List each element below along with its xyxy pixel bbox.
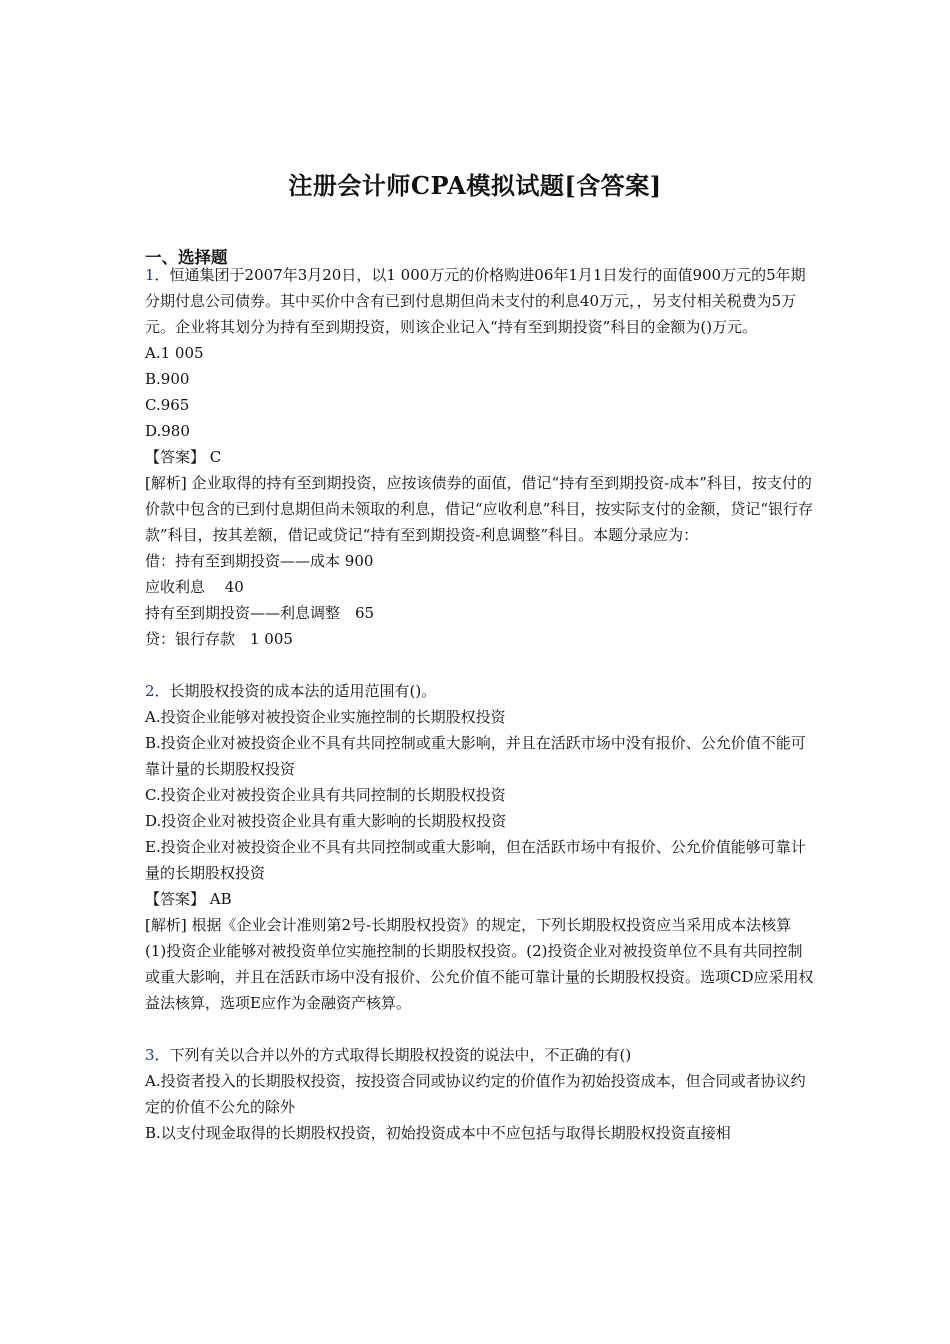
question-2-option-a: A.投资企业能够对被投资企业实施控制的长期股权投资: [145, 708, 506, 726]
question-number: 3: [145, 1046, 155, 1064]
journal-entry-line: 借：持有至到期投资——成本 900: [145, 552, 374, 570]
question-2-option-e: E.投资企业对被投资企业不具有共同控制或重大影响，但在活跃市场中有报价、公允价值能够可靠计量的长期股权投资: [145, 838, 806, 882]
question-2-stem: 2．长期股权投资的成本法的适用范围有()。: [145, 682, 437, 700]
question-number: 2: [145, 682, 155, 700]
question-3-option-b: B.以支付现金取得的长期股权投资，初始投资成本中不应包括与取得长期股权投资直接相: [145, 1124, 731, 1142]
question-2-analysis: [解析] 根据《企业会计准则第2号-长期股权投资》的规定，下列长期股权投资应当采用成本法核算: [145, 916, 792, 934]
question-3-option-a: A.投资者投入的长期股权投资，按投资合同或协议约定的价值作为初始投资成本，但合同或者协议约定的价值不公允的除外: [145, 1072, 806, 1116]
journal-entry-line: 贷：银行存款 1 005: [145, 630, 293, 648]
document-body: [145, 262, 815, 1146]
question-1-option-d: D.980: [145, 422, 190, 440]
question-number: 1: [145, 266, 155, 284]
paragraph-gap: [145, 652, 815, 678]
question-3-stem: 3．下列有关以合并以外的方式取得长期股权投资的说法中，不正确的有(): [145, 1046, 632, 1064]
question-1-option-c: C.965: [145, 396, 190, 414]
section-heading: 一、选择题: [145, 248, 228, 267]
journal-entry-line: 应收利息 40: [145, 578, 244, 596]
paragraph-gap: [145, 1016, 815, 1042]
question-1-analysis: [解析] 企业取得的持有至到期投资，应按该债券的面值，借记“持有至到期投资-成本”科目，按支付的价款中包含的已到付息期但尚未领取的利息，借记“应收利息”科目，按实际支付的金额，贷记“银行存款”科目，按其差额，借记或贷记“持有至到期投资-利息调整”科目。本题分录应为：: [145, 474, 814, 544]
question-1-answer: 【答案】 C: [145, 448, 222, 466]
question-1-option-b: B.900: [145, 370, 190, 388]
question-2-answer: 【答案】 AB: [145, 890, 232, 908]
journal-entry-line: 持有至到期投资——利息调整 65: [145, 604, 375, 622]
question-2-analysis-detail: (1)投资企业能够对被投资单位实施控制的长期股权投资。(2)投资企业对被投资单位不具有共同控制或重大影响，并且在活跃市场中没有报价、公允价值不能可靠计量的长期股权投资。选项CD应采用权益法核算，选项E应作为金融资产核算。: [145, 942, 814, 1012]
question-2-option-c: C.投资企业对被投资企业具有共同控制的长期股权投资: [145, 786, 506, 804]
document-title: 注册会计师CPA模拟试题[含答案]: [288, 171, 662, 200]
question-2-option-b: B.投资企业对被投资企业不具有共同控制或重大影响，并且在活跃市场中没有报价、公允价值不能可靠计量的长期股权投资: [145, 734, 806, 778]
question-2-option-d: D.投资企业对被投资企业具有重大影响的长期股权投资: [145, 812, 507, 830]
question-1-option-a: A.1 005: [145, 344, 204, 362]
question-1-stem: 1．恒通集团于2007年3月20日，以1 000万元的价格购进06年1月1日发行的面值900万元的5年期分期付息公司债券。其中买价中含有已到付息期但尚未支付的利息40万元，，另支付相关税费为5万元。企业将其划分为持有至到期投资，则该企业记入“持有至到期投资”科目的金额为()万元。: [145, 266, 806, 336]
